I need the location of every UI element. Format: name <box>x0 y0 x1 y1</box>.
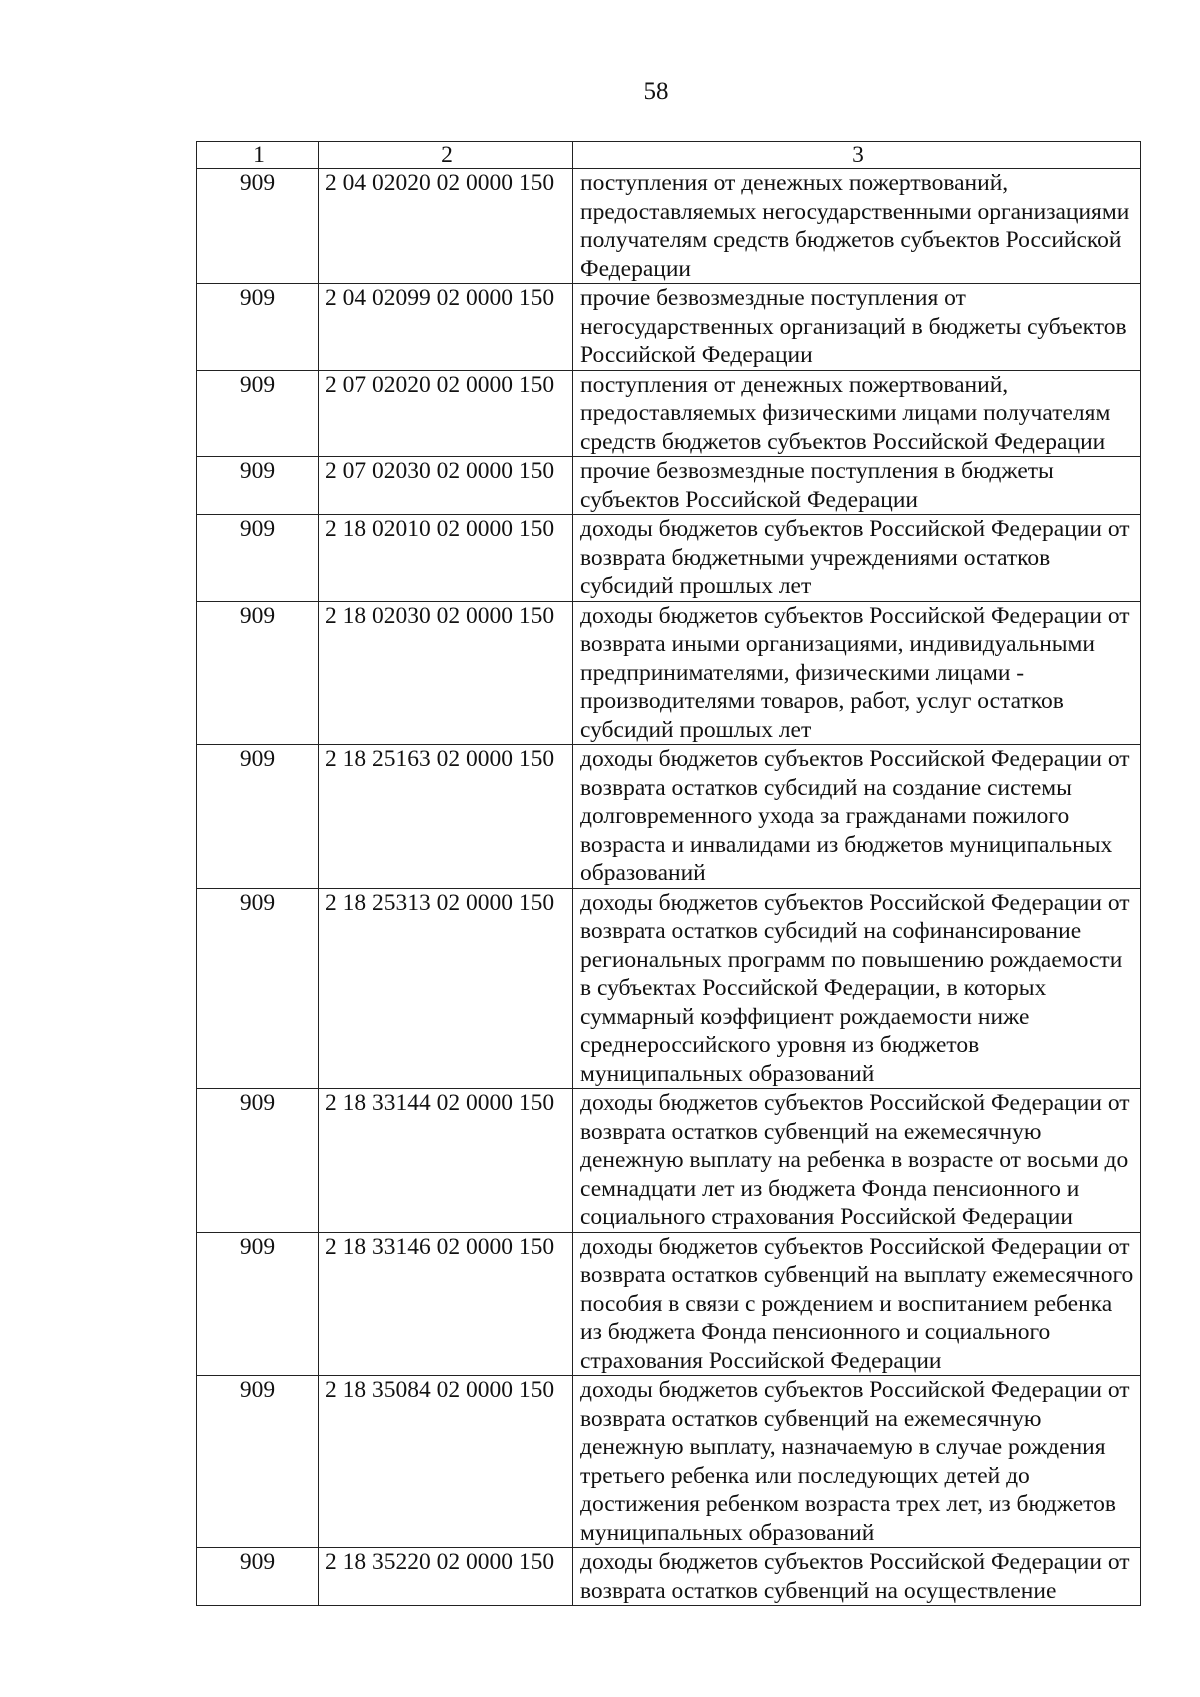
income-name-cell: прочие безвозмездные поступления от негосударственных организаций в бюджеты субъектов Российской Федерации <box>573 284 1141 371</box>
income-name-cell: доходы бюджетов субъектов Российской Федерации от возврата остатков субвенций на ежемесячную денежную выплату на ребенка в возрасте от восьми до семнадцати лет из бюджета Фонда пенсионного и социального страхования Российской Федерации <box>573 1089 1141 1233</box>
column-header-3: 3 <box>573 142 1141 169</box>
budget-code-cell: 2 18 33144 02 0000 150 <box>319 1089 573 1233</box>
budget-code-cell: 2 18 33146 02 0000 150 <box>319 1232 573 1376</box>
budget-code-cell: 2 04 02020 02 0000 150 <box>319 169 573 284</box>
income-name-cell: поступления от денежных пожертвований, предоставляемых негосударственными организациями получателям средств бюджетов субъектов Российской Федерации <box>573 169 1141 284</box>
budget-code-cell: 2 18 35220 02 0000 150 <box>319 1548 573 1606</box>
income-name-cell: поступления от денежных пожертвований, предоставляемых физическими лицами получателям средств бюджетов субъектов Российской Федерации <box>573 370 1141 457</box>
table-row <box>197 284 1141 371</box>
administrator-code-cell: 909 <box>197 601 319 745</box>
table-row <box>197 515 1141 602</box>
administrator-code-cell: 909 <box>197 169 319 284</box>
table-row <box>197 370 1141 457</box>
table-row <box>197 1089 1141 1233</box>
budget-code-cell: 2 18 02010 02 0000 150 <box>319 515 573 602</box>
budget-code-cell: 2 18 25313 02 0000 150 <box>319 888 573 1089</box>
budget-classification-table <box>196 141 1141 1606</box>
budget-code-cell: 2 04 02099 02 0000 150 <box>319 284 573 371</box>
table-row <box>197 169 1141 284</box>
administrator-code-cell: 909 <box>197 370 319 457</box>
table-row <box>197 1376 1141 1548</box>
budget-code-cell: 2 07 02030 02 0000 150 <box>319 457 573 515</box>
column-header-1: 1 <box>197 142 319 169</box>
income-name-cell: доходы бюджетов субъектов Российской Федерации от возврата остатков субвенций на осуществление <box>573 1548 1141 1606</box>
income-name-cell: доходы бюджетов субъектов Российской Федерации от возврата остатков субвенций на ежемесячную денежную выплату, назначаемую в случае рождения третьего ребенка или последующих детей до достижения ребенком возраста трех лет, из бюджетов муниципальных образований <box>573 1376 1141 1548</box>
administrator-code-cell: 909 <box>197 1376 319 1548</box>
budget-code-cell: 2 18 02030 02 0000 150 <box>319 601 573 745</box>
table-row <box>197 1232 1141 1376</box>
budget-code-cell: 2 18 25163 02 0000 150 <box>319 745 573 889</box>
administrator-code-cell: 909 <box>197 888 319 1089</box>
budget-code-cell: 2 18 35084 02 0000 150 <box>319 1376 573 1548</box>
budget-code-cell: 2 07 02020 02 0000 150 <box>319 370 573 457</box>
administrator-code-cell: 909 <box>197 515 319 602</box>
income-name-cell: доходы бюджетов субъектов Российской Федерации от возврата бюджетными учреждениями остатков субсидий прошлых лет <box>573 515 1141 602</box>
table-row <box>197 457 1141 515</box>
table-row <box>197 888 1141 1089</box>
table-header-row <box>197 142 1141 169</box>
table-row <box>197 1548 1141 1606</box>
administrator-code-cell: 909 <box>197 1232 319 1376</box>
administrator-code-cell: 909 <box>197 457 319 515</box>
administrator-code-cell: 909 <box>197 1089 319 1233</box>
table-row <box>197 601 1141 745</box>
table-row <box>197 745 1141 889</box>
administrator-code-cell: 909 <box>197 284 319 371</box>
income-name-cell: доходы бюджетов субъектов Российской Федерации от возврата остатков субсидий на софинансирование региональных программ по повышению рождаемости в субъектах Российской Федерации, в которых суммарный коэффициент рождаемости ниже среднероссийского уровня из бюджетов муниципальных образований <box>573 888 1141 1089</box>
income-name-cell: доходы бюджетов субъектов Российской Федерации от возврата остатков субсидий на создание системы долговременного ухода за гражданами пожилого возраста и инвалидами из бюджетов муниципальных образований <box>573 745 1141 889</box>
administrator-code-cell: 909 <box>197 1548 319 1606</box>
page-number: 58 <box>643 78 669 105</box>
administrator-code-cell: 909 <box>197 745 319 889</box>
column-header-2: 2 <box>319 142 573 169</box>
income-name-cell: доходы бюджетов субъектов Российской Федерации от возврата остатков субвенций на выплату ежемесячного пособия в связи с рождением и воспитанием ребенка из бюджета Фонда пенсионного и социального страхования Российской Федерации <box>573 1232 1141 1376</box>
income-name-cell: прочие безвозмездные поступления в бюджеты субъектов Российской Федерации <box>573 457 1141 515</box>
income-name-cell: доходы бюджетов субъектов Российской Федерации от возврата иными организациями, индивидуальными предпринимателями, физическими лицами - производителями товаров, работ, услуг остатков субсидий прошлых лет <box>573 601 1141 745</box>
